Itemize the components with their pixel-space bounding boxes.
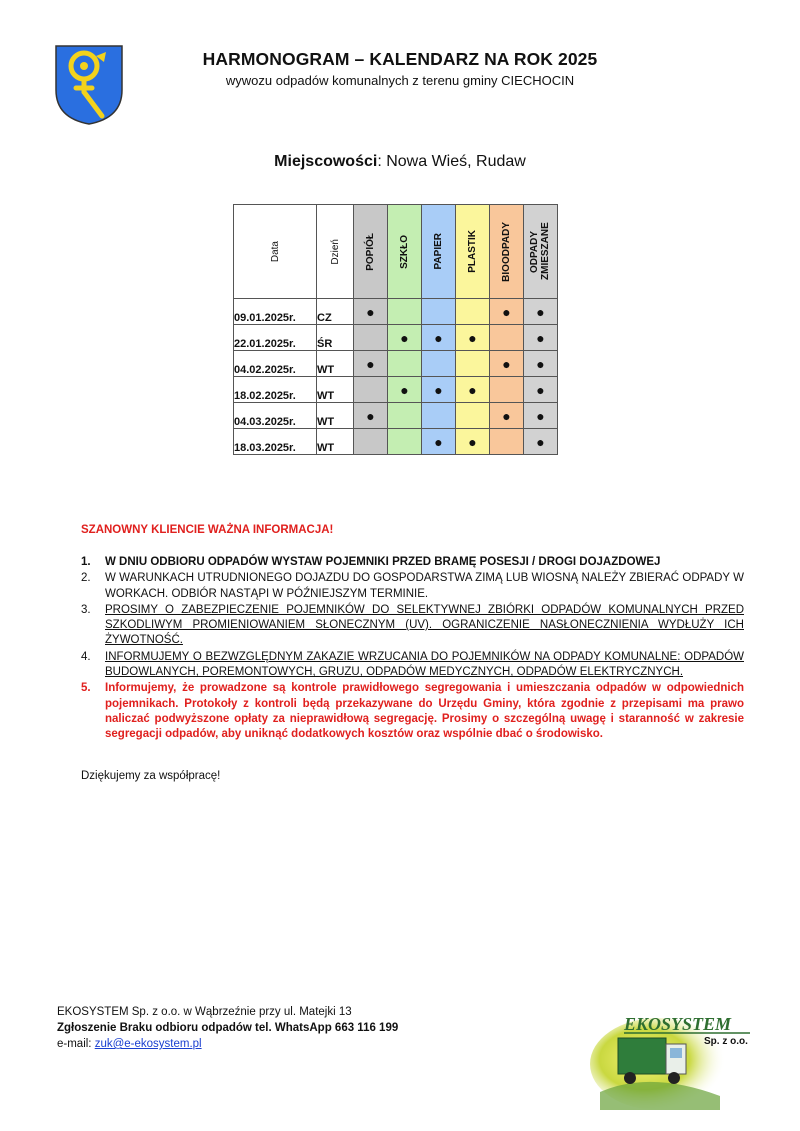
row-date: 04.03.2025r. [234, 403, 317, 429]
collection-dot-icon: ● [502, 407, 511, 424]
cell-mixed [524, 403, 558, 429]
localities-label: Miejscowości [274, 153, 378, 170]
schedule-row [234, 299, 558, 325]
row-date: 09.01.2025r. [234, 299, 317, 325]
collection-dot-icon: ● [536, 303, 545, 320]
col-header-bio: BIOODPADY [490, 205, 524, 299]
important-info-heading: SZANOWNY KLIENCIE WAŻNA INFORMACJA! [81, 524, 334, 536]
row-day: WT [317, 351, 354, 377]
row-day: WT [317, 377, 354, 403]
collection-dot-icon: ● [536, 355, 545, 372]
row-date: 18.03.2025r. [234, 429, 317, 455]
cell-paper [422, 403, 456, 429]
col-header-mixed: ODPADY ZMIESZANE [524, 205, 558, 299]
collection-dot-icon: ● [502, 303, 511, 320]
cell-plastic [456, 377, 490, 403]
cell-paper [422, 299, 456, 325]
collection-dot-icon: ● [434, 381, 443, 398]
notice-item: 3. PROSIMY O ZABEZPIECZENIE POJEMNIKÓW DO SELEKTYWNEJ ZBIÓRKI ODPADÓW KOMUNALNYCH PRZED SZKODLIWYM PROMIENIOWANIEM SŁONECZNYM (UV). OGRANICZENIE NASŁONECZNIENIA WYDŁUŻY ICH ŻYWOTNOŚĆ. [81, 603, 744, 647]
cell-bio [490, 377, 524, 403]
cell-paper [422, 325, 456, 351]
collection-dot-icon: ● [366, 303, 375, 320]
page-title: HARMONOGRAM – KALENDARZ NA ROK 2025 [202, 49, 598, 69]
cell-plastic [456, 351, 490, 377]
row-date: 04.02.2025r. [234, 351, 317, 377]
cell-mixed [524, 351, 558, 377]
email-label: e-mail: [57, 1038, 95, 1050]
collection-dot-icon: ● [502, 355, 511, 372]
cell-bio [490, 403, 524, 429]
schedule-row [234, 429, 558, 455]
schedule-row [234, 351, 558, 377]
collection-dot-icon: ● [434, 433, 443, 450]
cell-mixed [524, 377, 558, 403]
cell-bio [490, 299, 524, 325]
cell-mixed [524, 325, 558, 351]
row-day: CZ [317, 299, 354, 325]
localities-line [0, 153, 800, 171]
notice-item: 1. W DNIU ODBIORU ODPADÓW WYSTAW POJEMNIKI PRZED BRAMĘ POSESJI / DROGI DOJAZDOWEJ [81, 556, 661, 568]
cell-mixed [524, 299, 558, 325]
email-link[interactable]: zuk@e-ekosystem.pl [94, 1038, 202, 1050]
collection-dot-icon: ● [536, 407, 545, 424]
schedule-table [233, 204, 558, 455]
cell-glass [388, 403, 422, 429]
collection-dot-icon: ● [536, 381, 545, 398]
schedule-header-row [234, 205, 558, 299]
cell-glass [388, 299, 422, 325]
schedule-body [234, 299, 558, 455]
notice-item-warning: 5. Informujemy, że prowadzone są kontrole prawidłowego segregowania i umieszczania odpadów w odpowiednich pojemnikach. Protokoły z kontroli będą przekazywane do Urzędu Gminy, która zgodnie z przepisami ma prawo naliczać podwyższone opłaty za nieprawidłową segregację. Prosimy o szczególną uwagę i staranność w zakresie segregacji odpadów, aby uniknąć dodatkowych kosztów oraz wspólnie dbać o środowisko. [81, 682, 744, 741]
company-address: EKOSYSTEM Sp. z o.o. w Wąbrzeźnie przy ul. Matejki 13 [57, 1006, 352, 1018]
notice-item: 4. INFORMUJEMY O BEZWZGLĘDNYM ZAKAZIE WRZUCANIA DO POJEMNIKÓW NA ODPADY KOMUNALNE: ODPADÓW BUDOWLANYCH, POREMONTOWYCH, GRUZU, ODPADÓW MEDYCZNYCH, ODPADÓW ELEKTRYCZNYCH. [81, 650, 744, 679]
email-line [57, 1036, 398, 1052]
cell-plastic [456, 299, 490, 325]
footer [57, 1004, 398, 1052]
localities-value: : Nowa Wieś, Rudaw [377, 153, 526, 170]
thanks-text: Dziękujemy za współpracę! [81, 770, 221, 782]
notice-item: 2. W WARUNKACH UTRUDNIONEGO DOJAZDU DO GOSPODARSTWA ZIMĄ LUB WIOSNĄ NALEŻY ZBIERAĆ ODPADY W WORKACH. ODBIÓR NASTĄPI W PÓŹNIEJSZYM TERMINIE. [81, 572, 744, 600]
col-header-ash: POPIÓŁ [354, 205, 388, 299]
row-day: WT [317, 429, 354, 455]
cell-glass [388, 429, 422, 455]
collection-dot-icon: ● [366, 355, 375, 372]
cell-plastic [456, 325, 490, 351]
schedule-row [234, 377, 558, 403]
cell-ash [354, 325, 388, 351]
notice-list [81, 555, 744, 744]
ekosystem-logo [590, 1000, 758, 1110]
cell-ash [354, 429, 388, 455]
cell-plastic [456, 403, 490, 429]
whatsapp-contact: Zgłoszenie Braku odbioru odpadów tel. WhatsApp 663 116 199 [57, 1022, 399, 1034]
cell-bio [490, 351, 524, 377]
collection-dot-icon: ● [468, 433, 477, 450]
cell-ash [354, 351, 388, 377]
cell-glass [388, 325, 422, 351]
collection-dot-icon: ● [468, 329, 477, 346]
schedule-row [234, 325, 558, 351]
logo-suffix: Sp. z o.o. [704, 1036, 748, 1047]
cell-paper [422, 429, 456, 455]
cell-bio [490, 325, 524, 351]
cell-ash [354, 403, 388, 429]
col-header-glass: SZKŁO [388, 205, 422, 299]
col-header-date: Data [234, 205, 317, 299]
collection-dot-icon: ● [434, 329, 443, 346]
cell-glass [388, 351, 422, 377]
collection-dot-icon: ● [536, 329, 545, 346]
schedule-row [234, 403, 558, 429]
col-header-day: Dzień [317, 205, 354, 299]
page-subtitle: wywozu odpadów komunalnych z terenu gminy CIECHOCIN [225, 73, 575, 88]
row-day: WT [317, 403, 354, 429]
cell-ash [354, 299, 388, 325]
collection-dot-icon: ● [400, 381, 409, 398]
cell-bio [490, 429, 524, 455]
row-date: 22.01.2025r. [234, 325, 317, 351]
collection-dot-icon: ● [536, 433, 545, 450]
col-header-paper: PAPIER [422, 205, 456, 299]
cell-glass [388, 377, 422, 403]
cell-paper [422, 351, 456, 377]
cell-paper [422, 377, 456, 403]
collection-dot-icon: ● [366, 407, 375, 424]
cell-plastic [456, 429, 490, 455]
logo-name: EKOSYSTEM [624, 1014, 732, 1034]
collection-dot-icon: ● [400, 329, 409, 346]
coat-of-arms-logo [54, 44, 124, 126]
col-header-plastic: PLASTIK [456, 205, 490, 299]
cell-ash [354, 377, 388, 403]
row-date: 18.02.2025r. [234, 377, 317, 403]
collection-dot-icon: ● [468, 381, 477, 398]
row-day: ŚR [317, 325, 354, 351]
cell-mixed [524, 429, 558, 455]
